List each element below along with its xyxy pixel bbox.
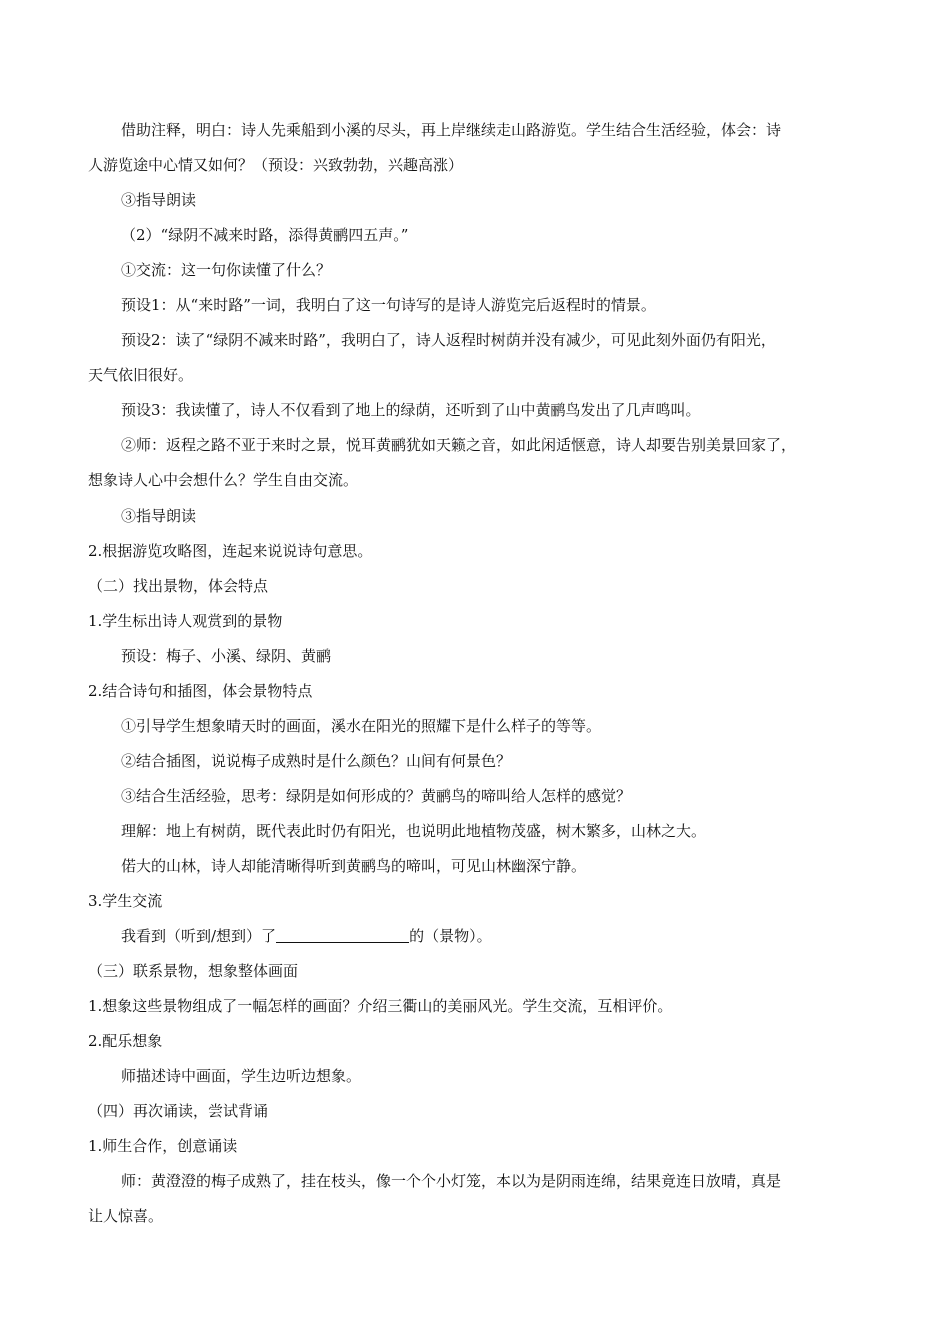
section-item: 3.学生交流 [88,892,163,910]
paragraph-line: （2）“绿阴不减来时路，添得黄鹂四五声。” [121,226,409,244]
section-heading: （三）联系景物，想象整体画面 [88,962,299,980]
fill-in-prefix: 我看到（听到/想到）了 [121,927,277,945]
paragraph-line: 借助注释，明白：诗人先乘船到小溪的尽头，再上岸继续走山路游览。学生结合生活经验，体会：诗 [121,121,782,139]
section-item: 2.配乐想象 [88,1032,163,1050]
paragraph-line: 预设1：从“来时路”一词，我明白了这一句诗写的是诗人游览完后返程时的情景。 [121,296,656,314]
section-item: 1.学生标出诗人观赏到的景物 [88,612,283,630]
paragraph-line: 师：黄澄澄的梅子成熟了，挂在枝头，像一个个小灯笼，本以为是阴雨连绵，结果竟连日放晴，真是 [121,1172,782,1190]
paragraph-line: ③指导朗读 [121,191,197,209]
paragraph-line: ③指导朗读 [121,507,197,525]
section-item: 1.师生合作，创意诵读 [88,1137,238,1155]
paragraph-line: 师描述诗中画面，学生边听边想象。 [121,1067,362,1085]
paragraph-line: 让人惊喜。 [88,1207,164,1225]
section-item: 1.想象这些景物组成了一幅怎样的画面？介绍三衢山的美丽风光。学生交流，互相评价。 [88,997,673,1015]
section-heading: （二）找出景物，体会特点 [88,577,269,595]
paragraph-line: 预设3：我读懂了，诗人不仅看到了地上的绿荫，还听到了山中黄鹂鸟发出了几声鸣叫。 [121,401,701,419]
paragraph-line: 预设：梅子、小溪、绿阴、黄鹂 [121,647,332,665]
paragraph-line: 天气依旧很好。 [88,366,194,384]
fill-in-sentence [121,926,492,946]
section-item: 2.结合诗句和插图，体会景物特点 [88,682,313,700]
paragraph-line: ①交流：这一句你读懂了什么？ [121,261,332,279]
paragraph-line: ②师：返程之路不亚于来时之景，悦耳黄鹂犹如天籁之音，如此闲适惬意，诗人却要告别美景回家了， [121,436,797,454]
paragraph-line: 想象诗人心中会想什么？学生自由交流。 [88,471,359,489]
paragraph-line: ②结合插图，说说梅子成熟时是什么颜色？山间有何景色？ [121,752,512,770]
paragraph-line: 人游览途中心情又如何？（预设：兴致勃勃，兴趣高涨） [88,156,464,174]
paragraph-line: ③结合生活经验，思考：绿阴是如何形成的？黄鹂鸟的啼叫给人怎样的感觉？ [121,787,632,805]
paragraph-line: 偌大的山林，诗人却能清晰得听到黄鹂鸟的啼叫，可见山林幽深宁静。 [121,857,587,875]
paragraph-line: ①引导学生想象晴天时的画面，溪水在阳光的照耀下是什么样子的等等。 [121,717,602,735]
paragraph-line: 预设2：读了“绿阴不减来时路”，我明白了，诗人返程时树荫并没有减少，可见此刻外面仍有阳光， [121,331,776,349]
fill-in-suffix: 的（景物）。 [409,927,492,945]
paragraph-line: 理解：地上有树荫，既代表此时仍有阳光，也说明此地植物茂盛，树木繁多，山林之大。 [121,822,707,840]
section-heading: （四）再次诵读，尝试背诵 [88,1102,269,1120]
fill-in-blank [276,928,409,943]
section-item: 2.根据游览攻略图，连起来说说诗句意思。 [88,542,373,560]
